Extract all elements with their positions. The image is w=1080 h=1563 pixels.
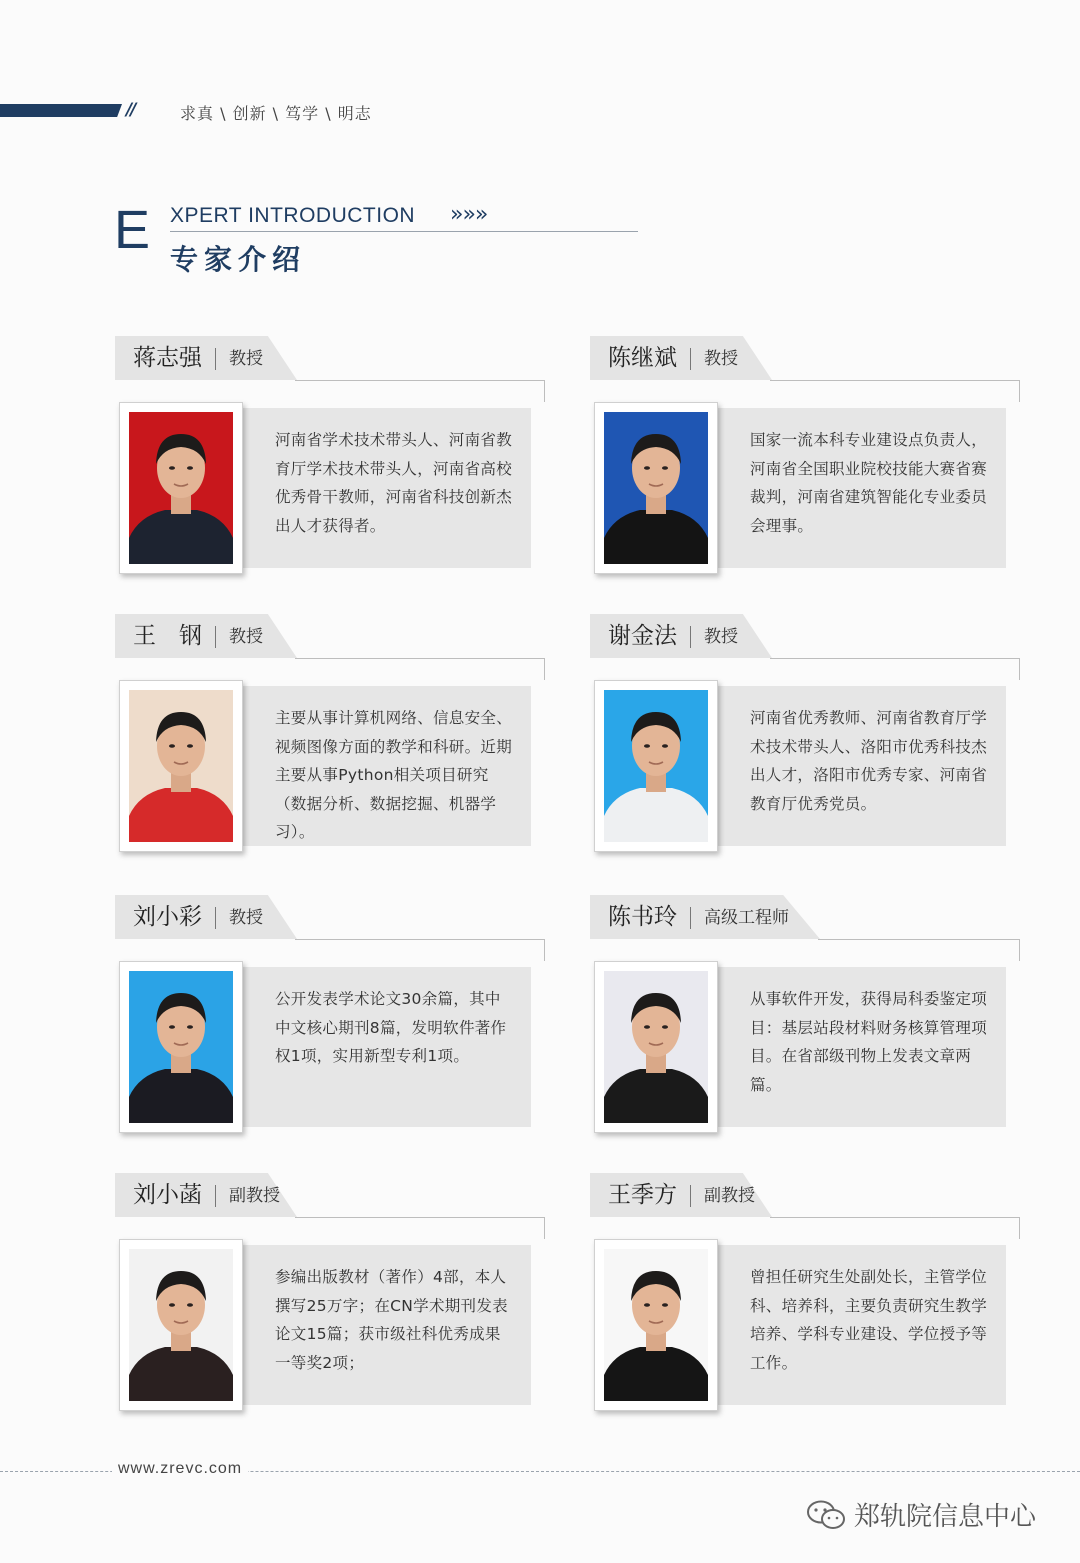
portrait-icon — [129, 412, 233, 564]
expert-title: 副教授 — [229, 1186, 280, 1206]
name-title-separator — [690, 348, 691, 370]
photo-frame — [594, 961, 718, 1133]
name-title-separator — [690, 1185, 691, 1207]
photo-frame — [594, 1239, 718, 1411]
watermark-text: 郑轨院信息中心 — [854, 1502, 1037, 1532]
expert-card — [115, 1173, 547, 1413]
portrait-icon — [129, 971, 233, 1123]
expert-bio: 公开发表学术论文30余篇，其中中文核心期刊8篇，发明软件著作权1项，实用新型专利1项。 — [275, 990, 507, 1065]
photo-frame — [119, 1239, 243, 1411]
expert-card — [590, 336, 1022, 576]
expert-title: 教授 — [704, 627, 738, 647]
name-title-separator — [215, 348, 216, 370]
expert-title: 教授 — [229, 627, 263, 647]
portrait-icon — [604, 971, 708, 1123]
expert-card — [590, 895, 1022, 1135]
name-title-separator — [215, 626, 216, 648]
photo-frame — [119, 402, 243, 574]
expert-photo — [129, 412, 233, 564]
expert-photo — [129, 971, 233, 1123]
footer-website: www.zrevc.com — [112, 1460, 248, 1478]
expert-card — [590, 614, 1022, 854]
heading-chevrons-icon: »»» — [450, 202, 488, 227]
expert-bio: 曾担任研究生处副处长，主管学位科、培养科，主要负责研究生教学培养、学科专业建设、学位授予等工作。 — [750, 1268, 988, 1372]
photo-frame — [594, 402, 718, 574]
photo-frame — [119, 680, 243, 852]
expert-bio: 国家一流本科专业建设点负责人，河南省全国职业院校技能大赛省赛裁判，河南省建筑智能化专业委员会理事。 — [750, 431, 988, 535]
card-frame-side — [1019, 380, 1020, 402]
expert-photo — [129, 1249, 233, 1401]
expert-title: 教授 — [229, 908, 263, 928]
card-frame-top — [295, 658, 545, 659]
portrait-icon — [604, 690, 708, 842]
card-frame-side — [544, 1217, 545, 1239]
expert-bio: 河南省优秀教师、河南省教育厅学术技术带头人、洛阳市优秀科技杰出人才，洛阳市优秀专家、河南省教育厅优秀党员。 — [750, 709, 988, 813]
card-frame-side — [544, 939, 545, 961]
portrait-icon — [604, 1249, 708, 1401]
portrait-icon — [129, 690, 233, 842]
heading-english: XPERT INTRODUCTION — [170, 204, 416, 227]
expert-photo — [604, 412, 708, 564]
wechat-icon — [806, 1499, 846, 1531]
photo-frame — [119, 961, 243, 1133]
name-title-separator — [215, 1185, 216, 1207]
card-frame-side — [544, 380, 545, 402]
card-frame-top — [770, 380, 1020, 381]
expert-photo — [604, 690, 708, 842]
card-frame-top — [295, 1217, 545, 1218]
name-title-separator — [690, 907, 691, 929]
expert-bio: 河南省学术技术带头人、河南省教育厅学术技术带头人，河南省高校优秀骨干教师，河南省科技创新杰出人才获得者。 — [275, 431, 513, 535]
heading-chinese: 专家介绍 — [170, 243, 307, 276]
expert-card — [115, 895, 547, 1135]
expert-bio: 主要从事计算机网络、信息安全、视频图像方面的教学和科研。近期主要从事Python相关项目研究（数据分析、数据挖掘、机器学习）。 — [275, 709, 513, 841]
card-frame-side — [1019, 1217, 1020, 1239]
card-frame-top — [770, 1217, 1020, 1218]
card-frame-top — [818, 939, 1020, 940]
name-title-separator — [215, 907, 216, 929]
expert-name: 刘小菡 — [133, 1182, 202, 1208]
heading-underline — [170, 231, 638, 232]
header-slashes: // — [126, 100, 135, 120]
photo-frame — [594, 680, 718, 852]
card-frame-side — [1019, 939, 1020, 961]
expert-card — [115, 336, 547, 576]
expert-card — [115, 614, 547, 854]
card-frame-top — [295, 380, 545, 381]
expert-title: 教授 — [229, 349, 263, 369]
card-frame-top — [295, 939, 545, 940]
school-motto: 求真 \ 创新 \ 笃学 \ 明志 — [180, 104, 372, 123]
expert-card — [590, 1173, 1022, 1413]
expert-photo — [129, 690, 233, 842]
expert-bio: 参编出版教材（著作）4部，本人撰写25万字；在CN学术期刊发表论文15篇；获市级社科优秀成果一等奖2项； — [275, 1268, 508, 1372]
expert-title: 高级工程师 — [704, 908, 789, 928]
header-accent-bar — [0, 104, 122, 117]
expert-title: 副教授 — [704, 1186, 755, 1206]
card-frame-side — [1019, 658, 1020, 680]
card-frame-top — [770, 658, 1020, 659]
expert-name: 王季方 — [608, 1182, 677, 1208]
expert-name: 陈书玲 — [608, 904, 677, 930]
heading-initial: E — [114, 200, 151, 260]
expert-name: 陈继斌 — [608, 345, 677, 371]
expert-photo — [604, 1249, 708, 1401]
expert-name: 蒋志强 — [133, 345, 202, 371]
wechat-watermark — [806, 1496, 1036, 1533]
expert-name: 谢金法 — [608, 623, 677, 649]
name-title-separator — [690, 626, 691, 648]
portrait-icon — [604, 412, 708, 564]
expert-bio: 从事软件开发，获得局科委鉴定项目：基层站段材料财务核算管理项目。在省部级刊物上发表文章两篇。 — [750, 990, 988, 1094]
card-frame-side — [544, 658, 545, 680]
expert-name: 王 钢 — [133, 623, 202, 649]
expert-title: 教授 — [704, 349, 738, 369]
portrait-icon — [129, 1249, 233, 1401]
expert-name: 刘小彩 — [133, 904, 202, 930]
expert-photo — [604, 971, 708, 1123]
